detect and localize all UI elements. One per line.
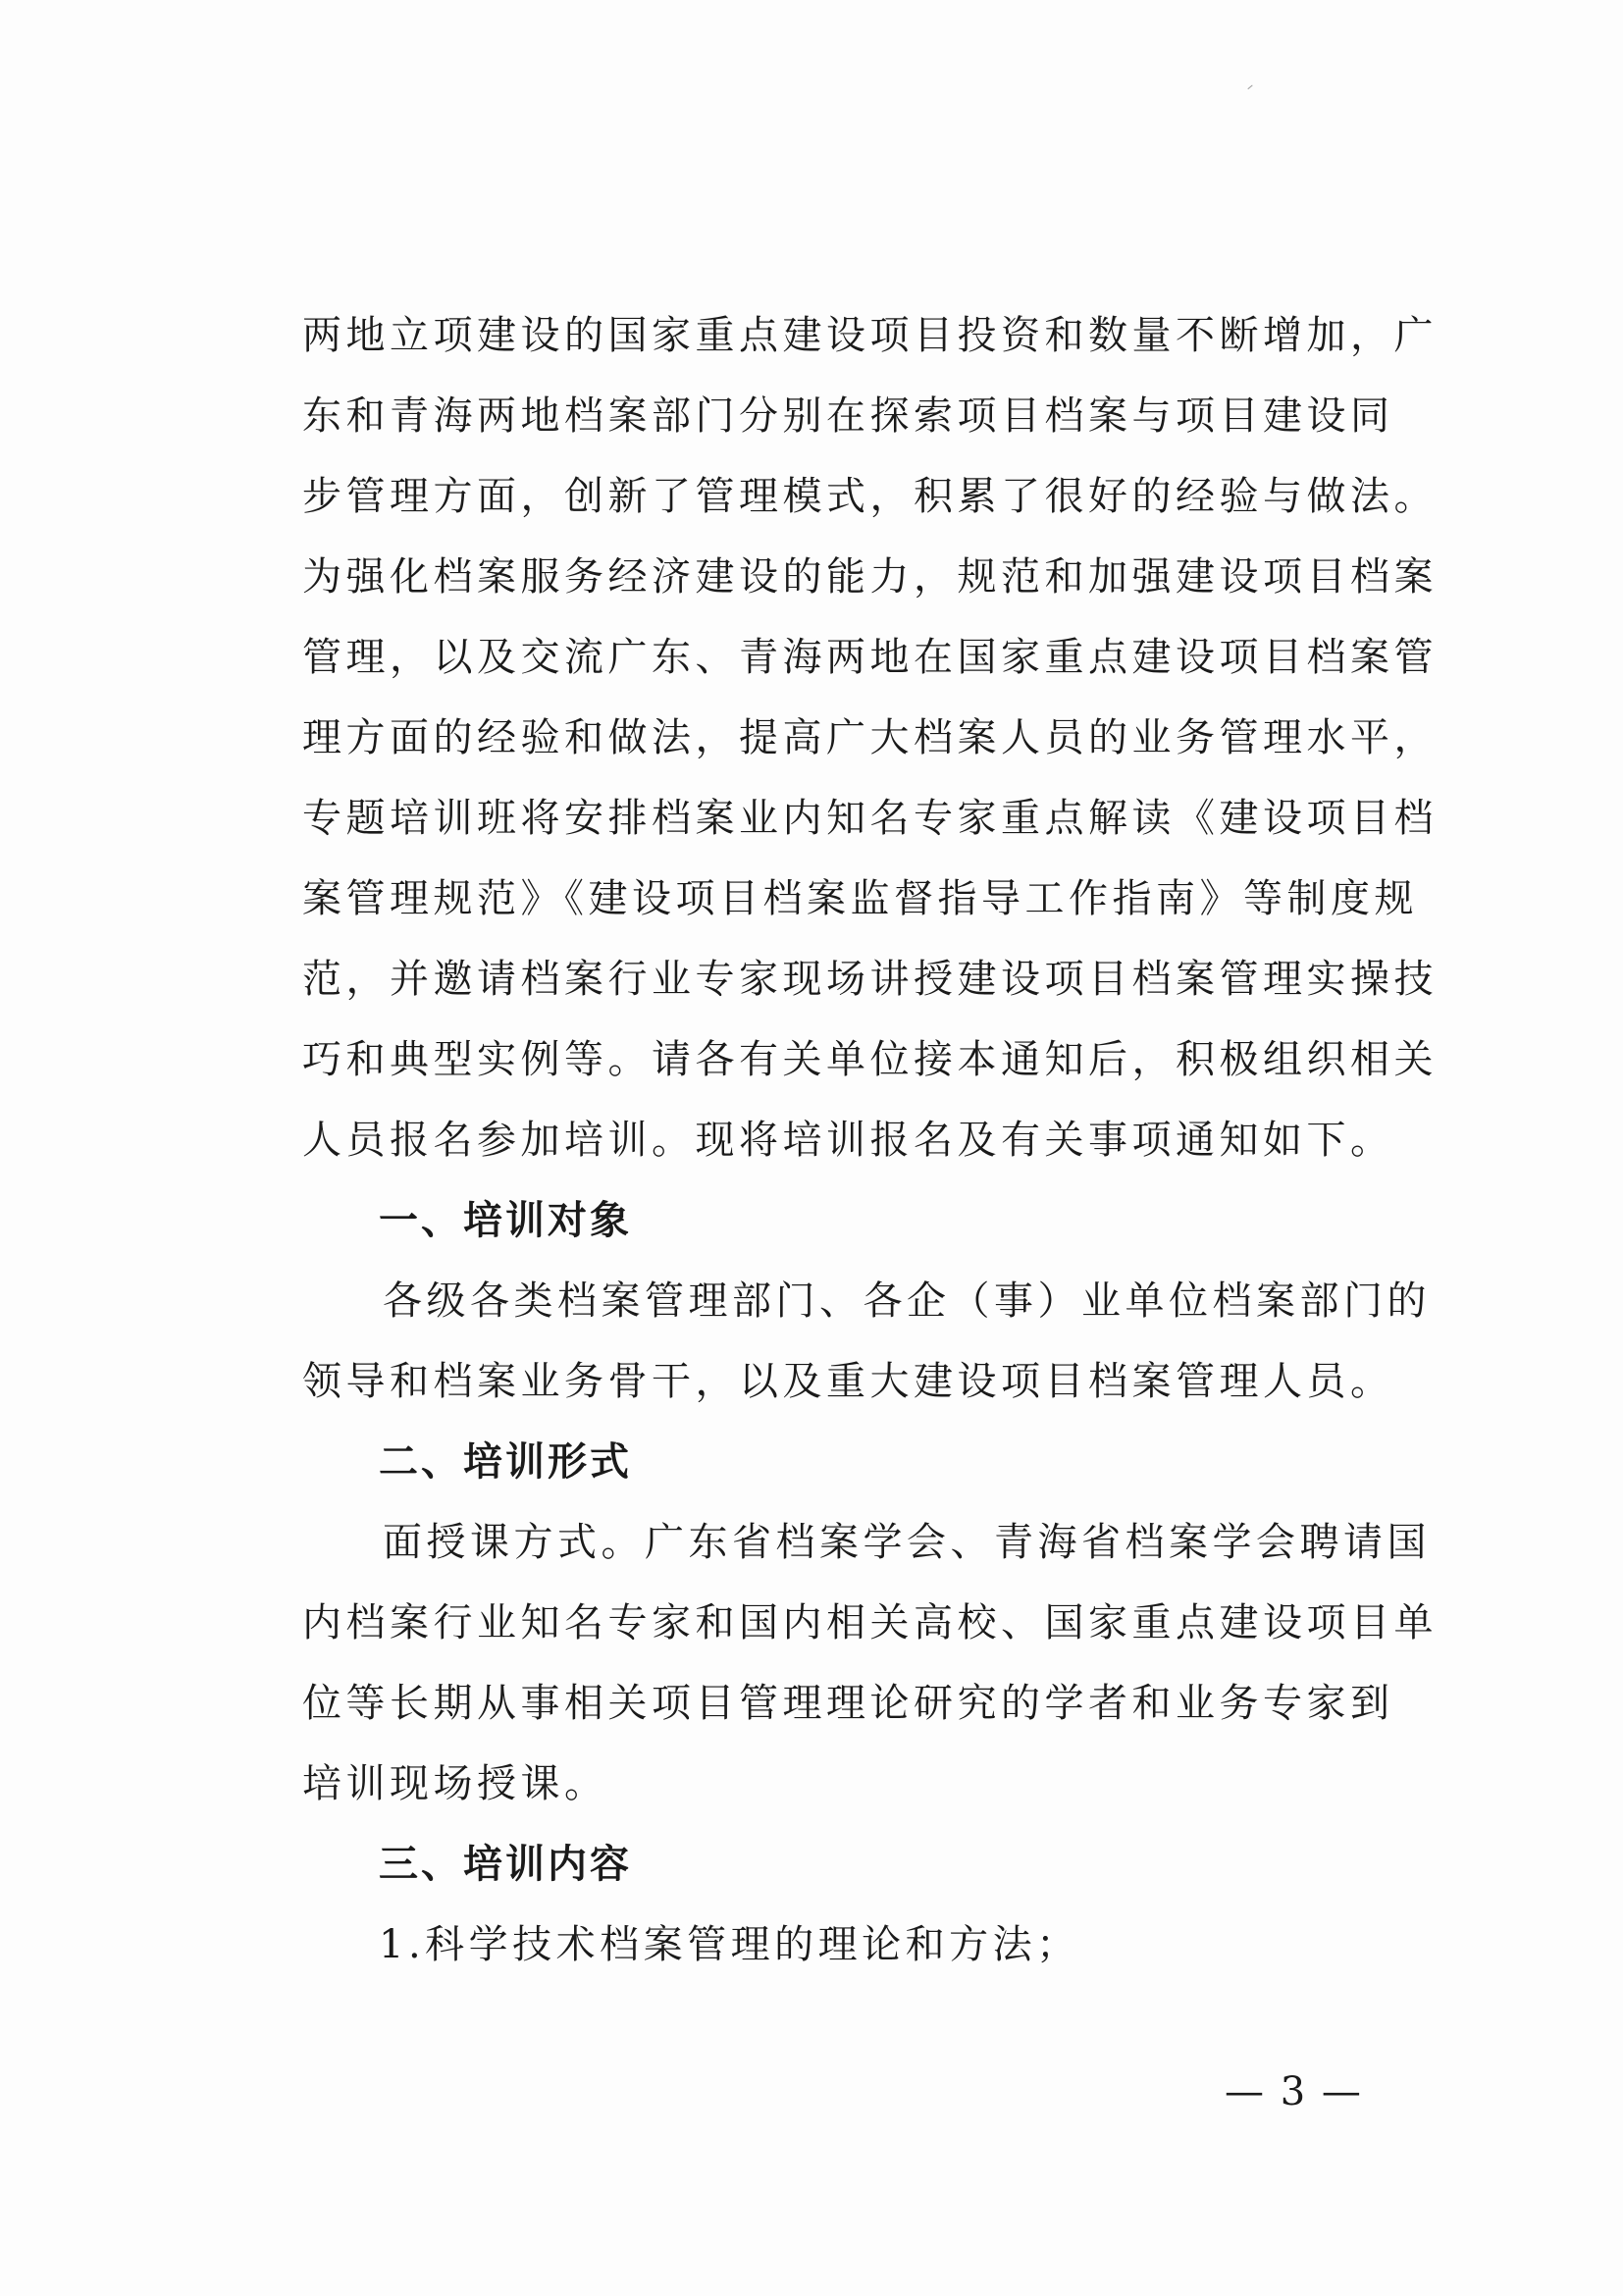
section-heading-training-content: 三、培训内容: [379, 1842, 632, 1887]
body-line: 理方面的经验和做法，提高广大档案人员的业务管理水平，: [302, 715, 1438, 760]
page-number: — 3 —: [1225, 2069, 1363, 2114]
list-item: 1.科学技术档案管理的理论和方法；: [379, 1922, 1080, 1967]
body-line: 范，并邀请档案行业专家现场讲授建设项目档案管理实操技: [302, 957, 1438, 1002]
body-line: 管理，以及交流广东、青海两地在国家重点建设项目档案管: [302, 635, 1438, 680]
body-line: 两地立项建设的国家重点建设项目投资和数量不断增加，广: [302, 313, 1438, 358]
body-line: 培训现场授课。: [302, 1761, 608, 1806]
body-line: 面授课方式。广东省档案学会、青海省档案学会聘请国: [383, 1520, 1431, 1565]
body-line: 领导和档案业务骨干，以及重大建设项目档案管理人员。: [302, 1359, 1394, 1404]
scan-mark: [1247, 85, 1254, 92]
body-line: 案管理规范》《建设项目档案监督指导工作指南》等制度规: [302, 876, 1418, 921]
body-line: 步管理方面，创新了管理模式，积累了很好的经验与做法。: [302, 474, 1438, 519]
body-line: 人员报名参加培训。现将培训报名及有关事项通知如下。: [302, 1118, 1394, 1163]
body-line: 东和青海两地档案部门分别在探索项目档案与项目建设同: [302, 393, 1394, 439]
body-line: 巧和典型实例等。请各有关单位接本通知后，积极组织相关: [302, 1037, 1438, 1082]
section-heading-training-form: 二、培训形式: [379, 1439, 632, 1485]
body-line: 专题培训班将安排档案业内知名专家重点解读《建设项目档: [302, 796, 1438, 841]
body-line: 各级各类档案管理部门、各企（事）业单位档案部门的: [383, 1278, 1431, 1324]
body-line: 位等长期从事相关项目管理理论研究的学者和业务专家到: [302, 1681, 1394, 1726]
body-line: 内档案行业知名专家和国内相关高校、国家重点建设项目单: [302, 1600, 1438, 1645]
section-heading-training-target: 一、培训对象: [379, 1198, 632, 1243]
body-line: 为强化档案服务经济建设的能力，规范和加强建设项目档案: [302, 554, 1438, 600]
